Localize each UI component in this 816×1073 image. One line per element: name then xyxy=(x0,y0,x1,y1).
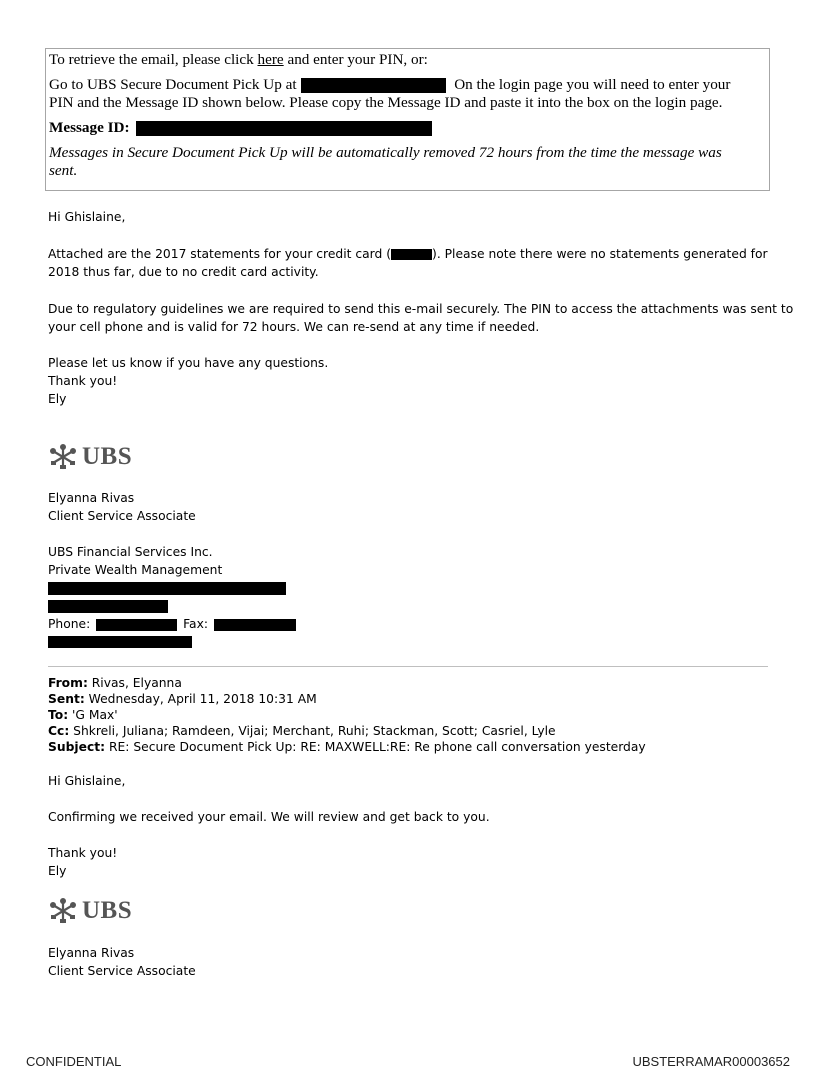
redacted-phone xyxy=(96,619,177,631)
redacted-url xyxy=(301,78,446,93)
email1-thanks: Thank you! xyxy=(48,374,118,388)
email1-paragraph1-line2: 2018 thus far, due to no credit card activity. xyxy=(48,265,319,279)
sent-value: Wednesday, April 11, 2018 10:31 AM xyxy=(84,692,317,706)
notice-text: On the login page you will need to enter your xyxy=(454,76,731,93)
ubs-keys-icon xyxy=(48,443,78,471)
notice-text: Go to UBS Secure Document Pick Up at xyxy=(49,76,297,93)
to-value: 'G Max' xyxy=(68,708,118,722)
sent-label: Sent: xyxy=(48,692,85,706)
footer-confidential: CONFIDENTIAL xyxy=(26,1054,122,1069)
notice-text: PIN and the Message ID shown below. Please copy the Message ID and paste it into the box on the login page. xyxy=(49,94,723,111)
signature1-title: Client Service Associate xyxy=(48,509,196,523)
redacted-fax xyxy=(214,619,296,631)
redacted-address-line2 xyxy=(48,600,168,613)
notice-line-goto xyxy=(49,76,730,94)
redacted-email-address xyxy=(48,636,192,648)
fax-label: Fax: xyxy=(183,617,208,631)
signature2-title: Client Service Associate xyxy=(48,964,196,978)
subject-value: RE: Secure Document Pick Up: RE: MAXWELL:RE: Re phone call conversation yesterday xyxy=(105,740,646,754)
signature1-division: Private Wealth Management xyxy=(48,563,223,577)
email2-body: Confirming we received your email. We will review and get back to you. xyxy=(48,810,490,824)
signature1-company: UBS Financial Services Inc. xyxy=(48,545,213,559)
email1-text: ). Please note there were no statements generated for xyxy=(432,247,768,261)
cc-label: Cc: xyxy=(48,724,70,738)
email1-paragraph1-line1 xyxy=(48,245,768,263)
ubs-keys-icon xyxy=(48,897,78,925)
here-link[interactable]: here xyxy=(257,51,284,68)
redacted-message-id xyxy=(136,121,432,136)
email2-greeting: Hi Ghislaine, xyxy=(48,774,126,788)
message-id-label: Message ID: xyxy=(49,119,130,136)
notice-text: and enter your PIN, or: xyxy=(283,51,428,68)
email1-paragraph2-line1: Due to regulatory guidelines we are required to send this e-mail securely. The PIN to access the attachments was sent to xyxy=(48,302,794,316)
redacted-address-line1 xyxy=(48,582,286,595)
email2-signoff: Ely xyxy=(48,864,67,878)
notice-line-pin xyxy=(49,94,722,112)
email1-greeting: Hi Ghislaine, xyxy=(48,210,126,224)
ubs-logo-2 xyxy=(48,897,132,925)
message-divider xyxy=(48,666,768,667)
message-id-row xyxy=(49,119,432,137)
notice-text: To retrieve the email, please click xyxy=(49,51,258,68)
phone-label: Phone: xyxy=(48,617,91,631)
signature1-phone-row xyxy=(48,615,296,633)
email1-text: Attached are the 2017 statements for your credit card ( xyxy=(48,247,392,261)
signature2-name: Elyanna Rivas xyxy=(48,946,135,960)
email1-signoff: Ely xyxy=(48,392,67,406)
header-subject-row xyxy=(48,738,646,756)
secure-notice-box xyxy=(45,48,770,191)
removal-notice-line1: Messages in Secure Document Pick Up will be automatically removed 72 hours from the time the message was xyxy=(49,144,722,161)
to-label: To: xyxy=(48,708,69,722)
from-label: From: xyxy=(48,676,88,690)
ubs-logo xyxy=(48,443,132,471)
footer-bates-number: UBSTERRAMAR00003652 xyxy=(632,1054,790,1069)
ubs-logo-text: UBS xyxy=(82,443,133,470)
email2-thanks: Thank you! xyxy=(48,846,118,860)
redacted-card-number xyxy=(391,249,432,260)
email1-paragraph3: Please let us know if you have any questions. xyxy=(48,356,329,370)
removal-notice-line2: sent. xyxy=(49,162,78,179)
email1-paragraph2-line2: your cell phone and is valid for 72 hours. We can re-send at any time if needed. xyxy=(48,320,540,334)
subject-label: Subject: xyxy=(48,740,106,754)
cc-value: Shkreli, Juliana; Ramdeen, Vijai; Merchant, Ruhi; Stackman, Scott; Casriel, Lyle xyxy=(69,724,556,738)
ubs-logo-text: UBS xyxy=(82,897,133,924)
notice-line-retrieve xyxy=(49,51,428,69)
from-value: Rivas, Elyanna xyxy=(87,676,182,690)
signature1-name: Elyanna Rivas xyxy=(48,491,135,505)
